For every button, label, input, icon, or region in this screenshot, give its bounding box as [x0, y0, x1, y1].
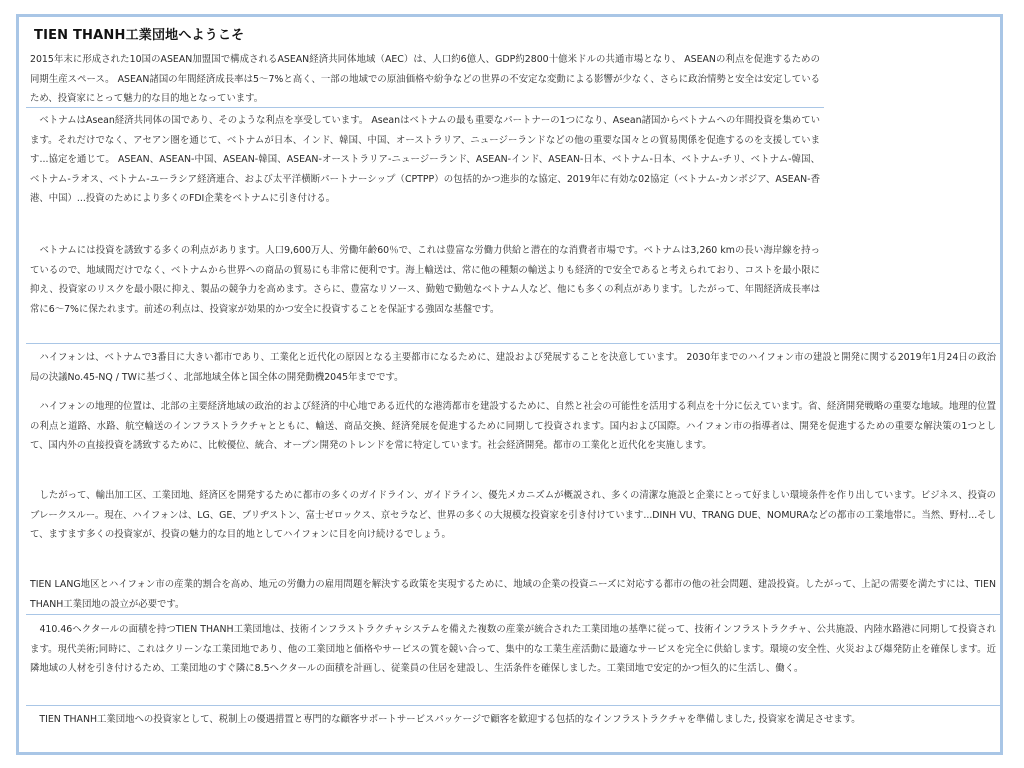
divider-1: [26, 107, 824, 108]
divider-2: [26, 343, 1002, 344]
paragraph-industrial-park: 410.46ヘクタールの面積を持つTIEN THANH工業団地は、技術インフラストラクチャシステムを備えた複数の産業が統合された工業団地の基準に従って、技術インフラストラクチャ、公共施設、内陸水路港に同期して投資されます。現代美術;同時に、これはクリーンな工業団地であり、他の工業団地と価格やサービスの質を競い合って、集中的な工業生産活動に最適なサービスを完全に供給します。環境の安全性、火災および爆発防止を確保します。近隣地域の人材を引き付けるため、工業団地のすぐ隣に8.5ヘクタールの面積を計画し、従業員の住居を建設し、生活条件を確保しました。工業団地で安定的かつ恒久的に生活し、働く。: [30, 624, 996, 675]
divider-4: [26, 705, 1002, 706]
paragraph-vietnam-advantages: ベトナムには投資を誘致する多くの利点があります。人口9,600万人、労働年齢60％で、これは豊富な労働力供給と潜在的な消費者市場です。ベトナムは3,260 kmの長い海岸線を持っているので、地域間だけでなく、ベトナムから世界への商品の貿易にも非常に便利です。海上輸送は、常に他の種類の輸送よりも経済的で安全であると考えられており、コストを最小限に抑え、投資家のリスクを最小限に抑え、製品の競争力を高めます。さらに、豊富なリソース、勤勉で勤勉なベトナム人など、他にも多くの利点があります。したがって、年間経済成長率は常に6〜7%に保たれます。前述の利点は、投資家が効果的かつ安全に投資することを保証する強固な基盤です。: [30, 245, 820, 315]
page-title: TIEN THANH工業団地へようこそ: [34, 28, 245, 43]
paragraph-investor-welcome: TIEN THANH工業団地への投資家として、税制上の優遇措置と専門的な顧客サポートサービスパッケージで顧客を歓迎する包括的なインフラストラクチャを準備しました, 投資家を満足させます。: [30, 714, 861, 725]
paragraph-haiphong-investors: したがって、輸出加工区、工業団地、経済区を開発するために都市の多くのガイドライン、ガイドライン、優先メカニズムが概説され、多くの清潔な施設と企業にとって好ましい環境条件を作り出しています。ビジネス、投資のブレークスルー。現在、ハイフォンは、LG、GE、ブリヂストン、富士ゼロックス、京セラなど、世界の多くの大規模な投資家を引き付けています...DINH VU、TRANG DUE、NOMURAなどの都市の工業地帯に。当然、野村...そして、ますます多くの投資家が、投資の魅力的な目的地としてハイフォンに目を向け続けるでしょう。: [30, 490, 996, 541]
paragraph-aec: 2015年末に形成された10国のASEAN加盟国で構成されるASEAN経済共同体地域（AEC）は、人口約6億人、GDP約2800十億米ドルの共通市場となり、 ASEANの利点を促進するための同期生産スペース。 ASEAN諸国の年間経済成長率は5〜7%と高く、一部の地域での原油価格や紛争などの世界の不安定な変動による影響が少なく、さらに政治情勢と安全は安定しているため、投資家にとって魅力的な目的地となっています。: [30, 54, 820, 105]
divider-3: [26, 614, 1002, 615]
paragraph-haiphong-development: ハイフォンは、ベトナムで3番目に大きい都市であり、工業化と近代化の原因となる主要都市になるために、建設および発展することを決意しています。 2030年までのハイフォン市の建設と開発に関する2019年1月24日の政治局の決議No.45-NQ / TWに基づく、北部地域全体と国全体の開発動機2045年までです。: [30, 352, 996, 383]
paragraph-haiphong-location: ハイフォンの地理的位置は、北部の主要経済地域の政治的および経済的中心地である近代的な港湾都市を建設するために、自然と社会の可能性を活用する利点を十分に伝えています。省、経済開発戦略の重要な地域。地理的位置の利点と道路、水路、航空輸送のインフラストラクチャとともに、輸送、商品交換、経済発展を促進するために同期して投資されます。国内および国際。ハイフォン市の指導者は、開発を促進するための重要な解決策の1つとして、国内外の直接投資を誘致するために、比較優位、統合、オープン開発のトレンドを常に特定しています。社会経済開発。都市の工業化と近代化を実施します。: [30, 401, 996, 452]
paragraph-tien-lang: TIEN LANG地区とハイフォン市の産業的割合を高め、地元の労働力の雇用問題を解決する政策を実現するために、地域の企業の投資ニーズに対応する都市の他の社会問題、建設投資。したがって、上記の需要を満たすには、TIEN THANH工業団地の設立が必要です。: [30, 579, 996, 610]
paragraph-vietnam-asean: ベトナムはAsean経済共同体の国であり、そのような利点を享受しています。 Aseanはベトナムの最も重要なパートナーの1つになり、Asean諸国からベトナムへの年間投資を集めています。それだけでなく、アセアン圏を通じて、ベトナムが日本、インド、韓国、中国、オーストラリア、ニュージーランドなどの他の重要な国々との貿易関係を促進するのを支援しています...協定を通じて。 ASEAN、ASEAN-中国、ASEAN-韓国、ASEAN-オーストラリア-ニュージーランド、ASEAN-インド、ASEAN-日本、ベトナム-日本、ベトナム-チリ、ベトナム-韓国、ベトナム-ラオス、ベトナム-ユーラシア経済連合、および太平洋横断パートナーシップ（CPTPP）の包括的かつ進歩的な協定、2019年に有効な02協定（ベトナム-カンボジア、ASEAN-香港、中国）...投資のためにより多くのFDI企業をベトナムに引き付ける。: [30, 115, 820, 205]
